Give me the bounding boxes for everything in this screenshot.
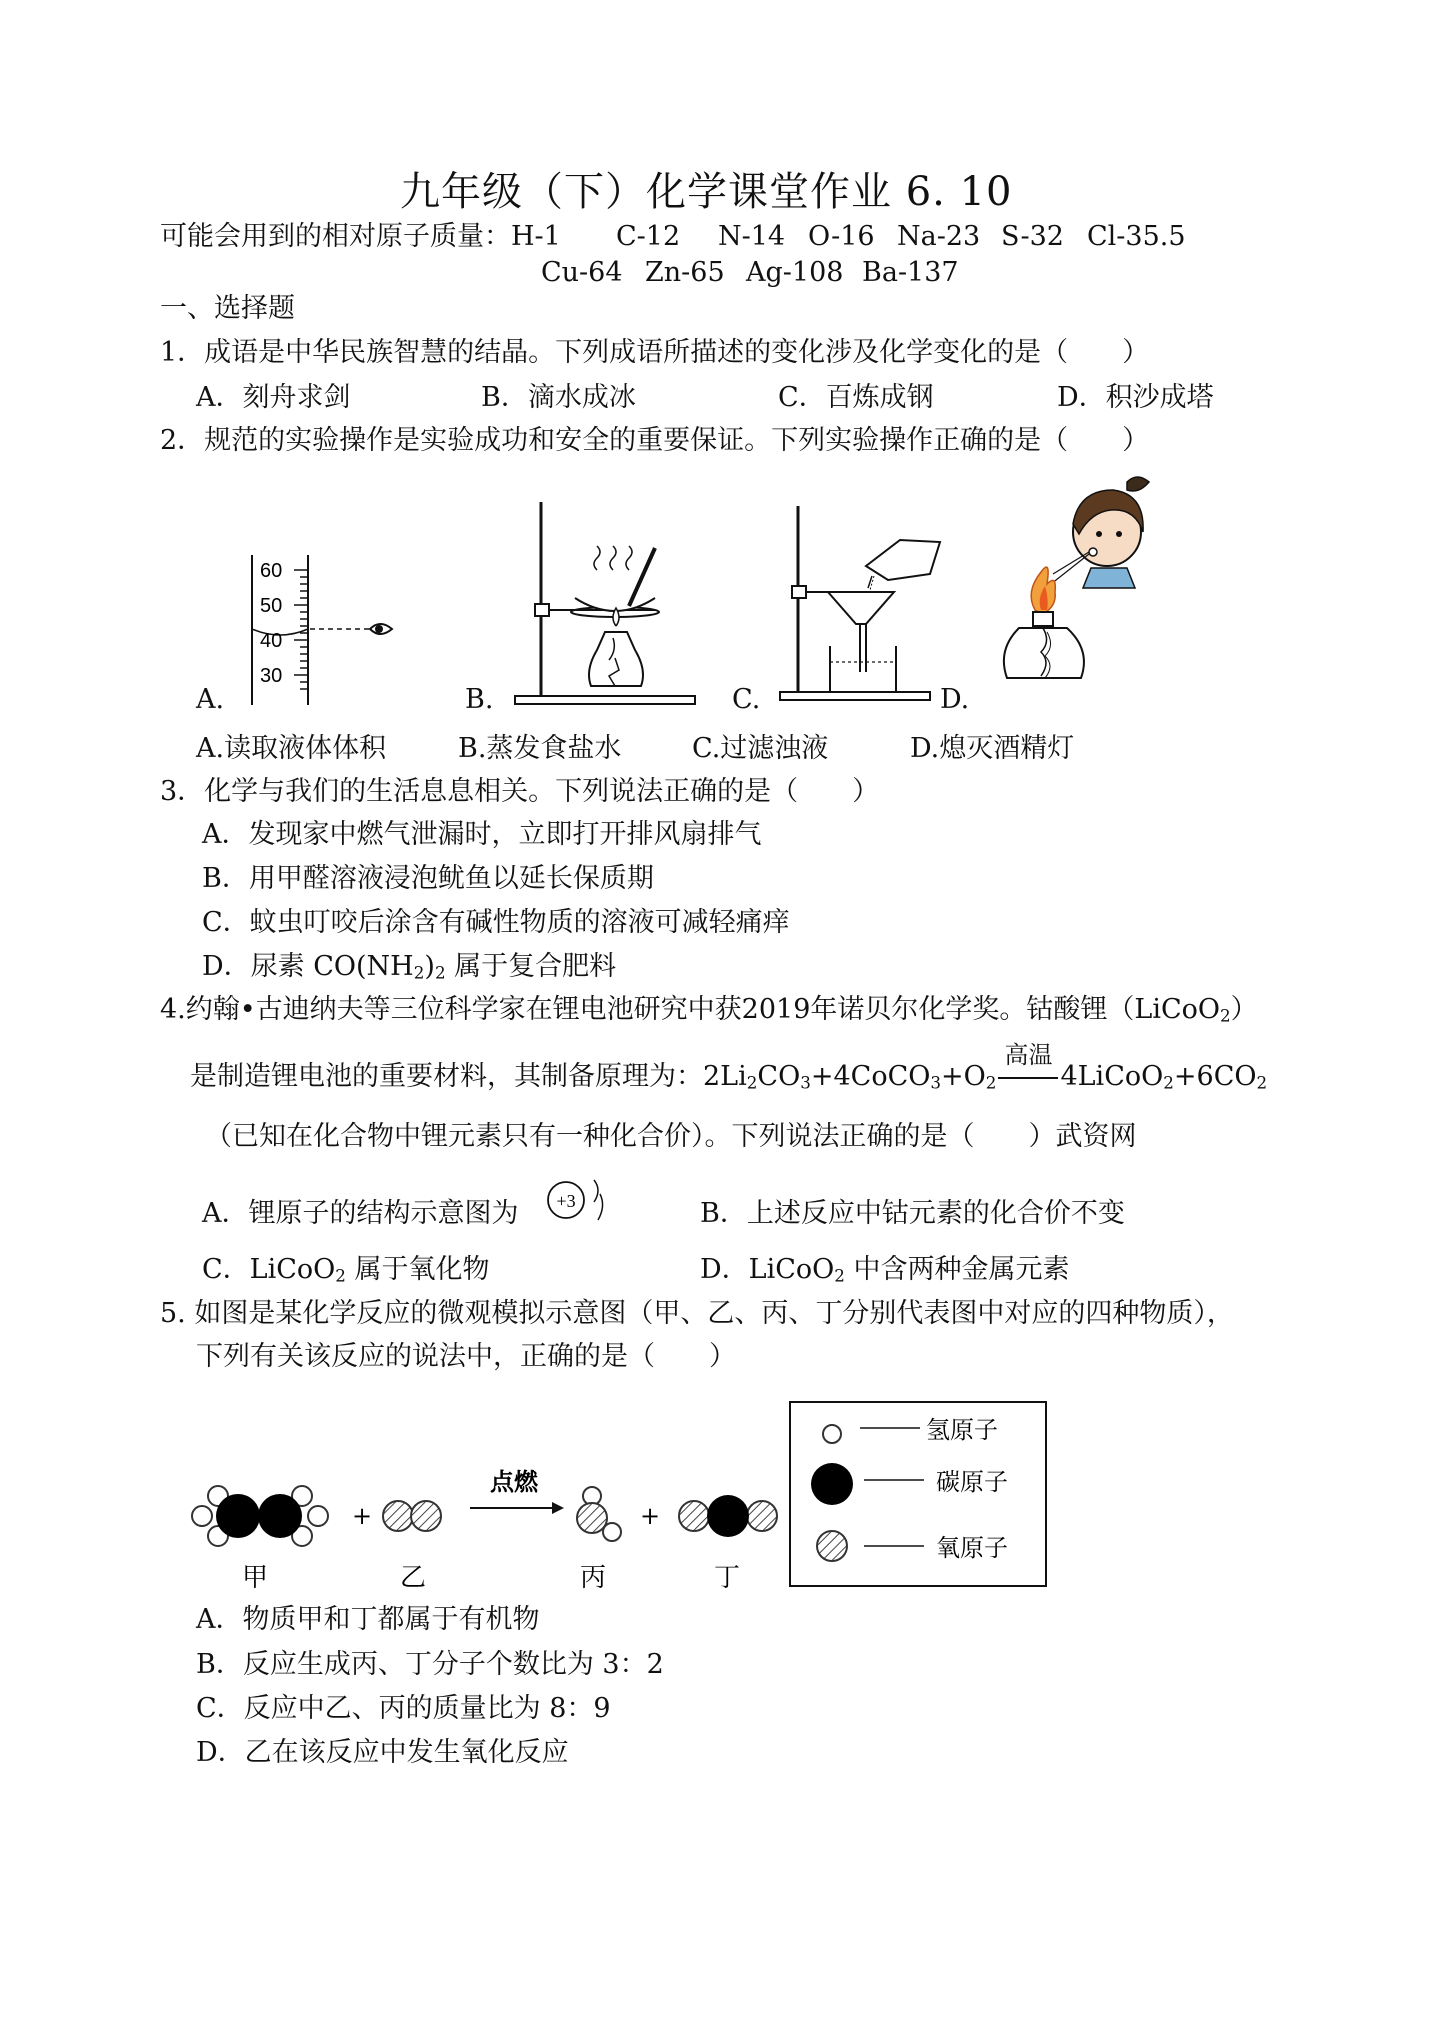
q4-option-b: B．上述反应中钴元素的化合价不变 bbox=[700, 1198, 1125, 1229]
figure-alcohol-lamp bbox=[995, 472, 1165, 712]
q5-option-b: B．反应生成丙、丁分子个数比为 3：2 bbox=[196, 1649, 664, 1680]
q5-stem-2: 下列有关该反应的说法中，正确的是（ ） bbox=[196, 1341, 736, 1372]
page-title: 九年级（下）化学课堂作业 6. 10 bbox=[400, 169, 1013, 215]
molecule-jia bbox=[192, 1486, 328, 1546]
eq-li-sub: 2 bbox=[746, 1072, 758, 1093]
atomic-mass-label: 可能会用到的相对原子质量： bbox=[160, 221, 511, 252]
q4-equation-left bbox=[703, 1061, 996, 1092]
q1-option-d: D．积沙成塔 bbox=[1057, 382, 1214, 413]
q3-option-d-mid: ) bbox=[424, 951, 435, 982]
label-yi: 乙 bbox=[400, 1563, 427, 1593]
q2-caption-c: C.过滤浊液 bbox=[692, 733, 829, 764]
q5-option-a: A．物质甲和丁都属于有机物 bbox=[196, 1604, 540, 1635]
arrow-label: 点燃 bbox=[490, 1469, 538, 1496]
plus-sign-2: + bbox=[640, 1502, 661, 1530]
eq-co-sub: 3 bbox=[800, 1072, 811, 1093]
mass-cu: Cu-64 bbox=[541, 257, 623, 288]
q5-stem-1: 5. 如图是某化学反应的微观模拟示意图（甲、乙、丙、丁分别代表图中对应的四种物质）， bbox=[160, 1298, 1234, 1329]
q3-option-d-sub2: 2 bbox=[434, 962, 446, 983]
eq-licoo-sub: 2 bbox=[1163, 1072, 1174, 1093]
mass-na: Na-23 bbox=[897, 221, 981, 252]
q4-option-c bbox=[202, 1253, 490, 1287]
q5-option-d: D．乙在该反应中发生氧化反应 bbox=[196, 1737, 569, 1768]
tick-40: 40 bbox=[260, 630, 283, 652]
figure-graduated-cylinder bbox=[230, 545, 400, 715]
eq-coco-sub: 3 bbox=[930, 1072, 942, 1093]
q4-line-3: （已知在化合物中锂元素只有一种化合价）。下列说法正确的是（ ）武资网 bbox=[205, 1121, 1137, 1152]
tick-60: 60 bbox=[260, 560, 283, 582]
eq-co2-sub: 2 bbox=[1256, 1072, 1268, 1093]
label-bing: 丙 bbox=[580, 1563, 607, 1593]
tick-30: 30 bbox=[260, 665, 283, 687]
mass-cl: Cl-35.5 bbox=[1087, 221, 1186, 252]
q2-figure-letter-d: D. bbox=[940, 684, 970, 715]
molecule-yi bbox=[383, 1501, 441, 1531]
eq-o-sub: 2 bbox=[985, 1072, 997, 1093]
q1-option-a: A．刻舟求剑 bbox=[196, 382, 351, 413]
legend bbox=[790, 1402, 1046, 1586]
q4-line-1-sub: 2 bbox=[1220, 1005, 1231, 1026]
q3-option-d-prefix: D．尿素 CO(NH bbox=[202, 951, 414, 982]
tick-50: 50 bbox=[260, 595, 283, 617]
mass-h: H-1 bbox=[511, 221, 561, 252]
q4-option-d-text: D．LiCoO bbox=[700, 1254, 835, 1285]
mass-s: S-32 bbox=[1001, 221, 1064, 252]
q4-line-1-text: 4.约翰•古迪纳夫等三位科学家在锂电池研究中获2019年诺贝尔化学奖。钴酸锂（LiCoO bbox=[160, 994, 1221, 1025]
q4-equation-right bbox=[1060, 1061, 1267, 1092]
eq-o: +O bbox=[941, 1061, 986, 1092]
q4-condition: 高温 bbox=[1004, 1041, 1053, 1069]
q4-condition-arrow bbox=[996, 1041, 1060, 1094]
molecule-bing bbox=[577, 1487, 621, 1541]
q4-option-d bbox=[700, 1253, 1070, 1287]
q4-option-d-suffix: 中含两种金属元素 bbox=[844, 1254, 1070, 1285]
q1-option-c: C．百炼成钢 bbox=[778, 382, 934, 413]
q4-line-1 bbox=[160, 993, 1258, 1027]
eq-li: 2Li bbox=[703, 1061, 747, 1092]
q4-line-2-prefix: 是制造锂电池的重要材料，其制备原理为： bbox=[190, 1061, 703, 1092]
q4-option-c-sub: 2 bbox=[335, 1265, 346, 1286]
q4-option-a: A．锂原子的结构示意图为 bbox=[202, 1198, 519, 1229]
mass-ag: Ag-108 bbox=[746, 257, 844, 288]
atomic-mass-line-1 bbox=[160, 220, 561, 254]
q4-option-d-sub: 2 bbox=[834, 1265, 845, 1286]
q2-caption-b: B.蒸发食盐水 bbox=[458, 733, 622, 764]
q2-figure-letter-c: C. bbox=[732, 684, 761, 715]
mass-ba: Ba-137 bbox=[862, 257, 959, 288]
q3-option-d bbox=[202, 950, 616, 984]
q3-option-b: B．用甲醛溶液浸泡鱿鱼以延长保质期 bbox=[202, 863, 654, 894]
mass-c: C-12 bbox=[616, 221, 681, 252]
legend-carbon: 碳原子 bbox=[936, 1468, 1008, 1496]
eq-co: CO bbox=[757, 1061, 801, 1092]
q2-caption-d: D.熄灭酒精灯 bbox=[910, 733, 1075, 764]
q4-line-2 bbox=[190, 1041, 1268, 1094]
mass-o: O-16 bbox=[808, 221, 875, 252]
q3-option-c: C．蚊虫叮咬后涂含有碱性物质的溶液可减轻痛痒 bbox=[202, 907, 790, 938]
label-jia: 甲 bbox=[242, 1563, 269, 1593]
figure-filtration bbox=[770, 496, 950, 706]
atom-nucleus: +3 bbox=[556, 1191, 576, 1211]
q2-figure-letter-a: A. bbox=[196, 684, 225, 715]
plus-sign-1: + bbox=[352, 1502, 373, 1530]
q3-option-a: A．发现家中燃气泄漏时，立即打开排风扇排气 bbox=[202, 819, 762, 850]
q5-option-c: C．反应中乙、丙的质量比为 8：9 bbox=[196, 1693, 611, 1724]
q4-line-1-close: ） bbox=[1230, 994, 1258, 1025]
mass-zn: Zn-65 bbox=[645, 257, 725, 288]
q3-stem: 3．化学与我们的生活息息相关。下列说法正确的是（ ） bbox=[160, 776, 880, 807]
eq-licoo: 4LiCoO bbox=[1060, 1061, 1164, 1092]
eq-co2: +6CO bbox=[1173, 1061, 1257, 1092]
q1-option-b: B．滴水成冰 bbox=[481, 382, 636, 413]
legend-hydrogen: 氢原子 bbox=[926, 1416, 998, 1444]
molecule-ding bbox=[679, 1495, 777, 1537]
q2-caption-a: A.读取液体体积 bbox=[196, 733, 387, 764]
eq-coco: +4CoCO bbox=[810, 1061, 931, 1092]
q2-figure-letter-b: B. bbox=[465, 684, 494, 715]
mass-n: N-14 bbox=[718, 221, 786, 252]
q4-option-c-suffix: 属于氧化物 bbox=[345, 1254, 490, 1285]
legend-oxygen: 氧原子 bbox=[936, 1534, 1008, 1562]
student-face-icon bbox=[1073, 477, 1149, 588]
q4-option-c-text: C．LiCoO bbox=[202, 1254, 336, 1285]
label-ding: 丁 bbox=[714, 1563, 741, 1593]
reaction-diagram bbox=[180, 1400, 1050, 1593]
section-heading: 一、选择题 bbox=[160, 293, 295, 324]
q3-option-d-suffix: 属于复合肥料 bbox=[445, 951, 617, 982]
lithium-atom-diagram bbox=[546, 1176, 616, 1236]
q1-stem: 1．成语是中华民族智慧的结晶。下列成语所描述的变化涉及化学变化的是（ ） bbox=[160, 337, 1150, 368]
q2-stem: 2．规范的实验操作是实验成功和安全的重要保证。下列实验操作正确的是（ ） bbox=[160, 425, 1150, 456]
figure-evaporation bbox=[505, 500, 705, 710]
q3-option-d-sub: 2 bbox=[413, 962, 425, 983]
eye-icon bbox=[370, 624, 392, 634]
